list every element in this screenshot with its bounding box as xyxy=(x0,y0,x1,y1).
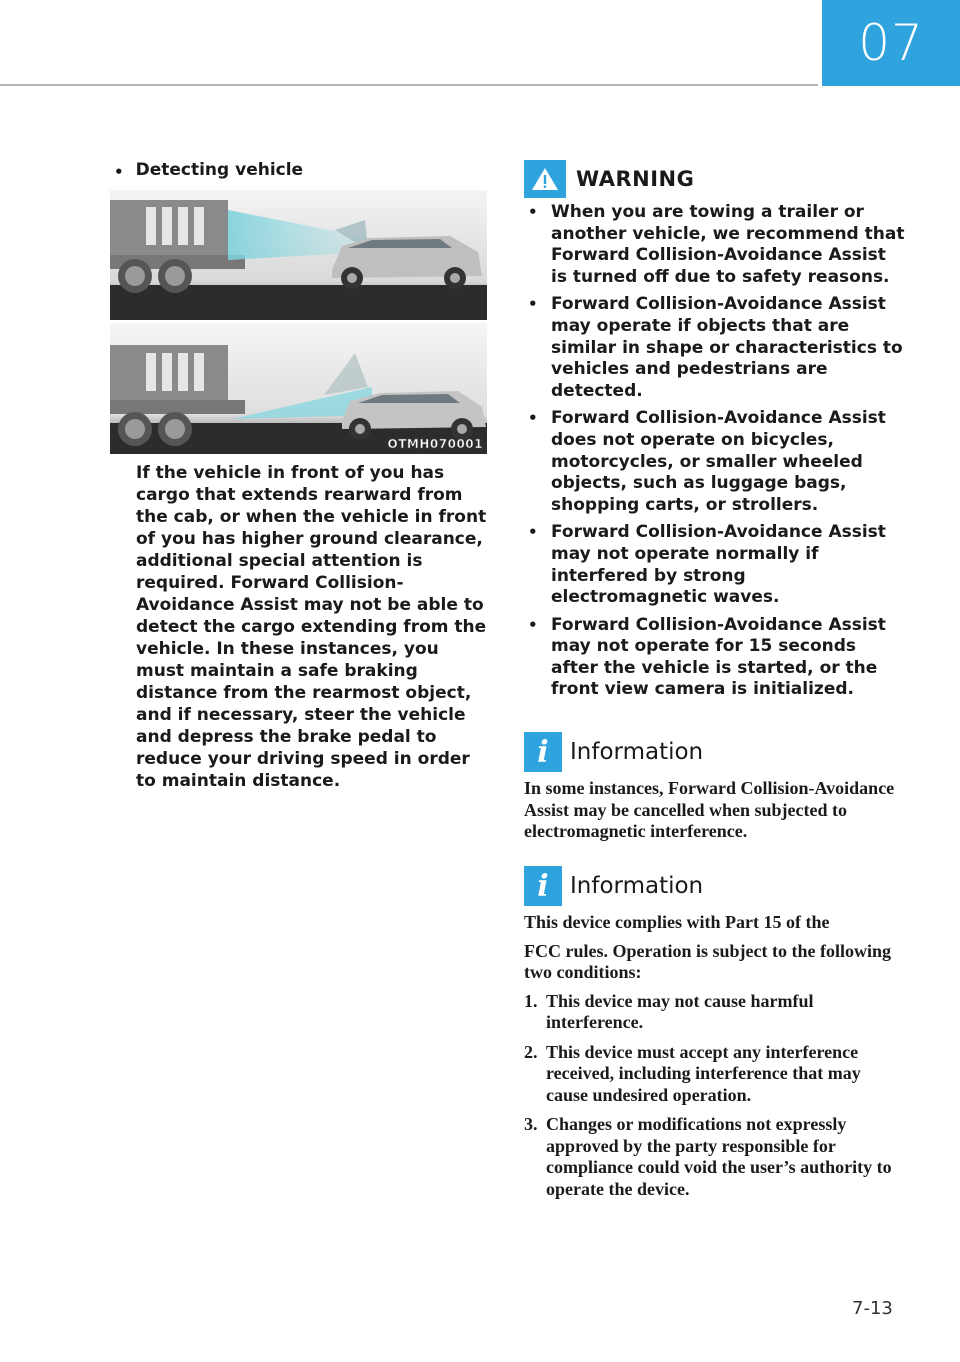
information-title: Information xyxy=(570,873,704,899)
figure-detecting-vehicle-top xyxy=(110,190,487,320)
information-paragraph: FCC rules. Operation is subject to the following two conditions: xyxy=(524,940,891,982)
page-number: 7-13 xyxy=(852,1298,893,1319)
warning-icon xyxy=(524,160,566,198)
information-block-2 xyxy=(524,866,904,1208)
bullet-heading xyxy=(114,160,303,184)
item-text: Changes or modifications not expressly approved by the party responsible for compliance could void the user’s authority to operate the device. xyxy=(546,1114,892,1199)
item-text: This device may not cause harmful interference. xyxy=(546,990,814,1032)
item-number: 1. xyxy=(524,990,538,1011)
chapter-tab: 07 xyxy=(822,0,960,86)
numbered-item xyxy=(524,1042,904,1107)
warning-item: • When you are towing a trailer or another vehicle, we recommend that Forward Collision-Avoidance Assist is turned off due to safety reasons. xyxy=(526,202,906,288)
item-text: This device must accept any interference received, including interference that may cause undesired operation. xyxy=(546,1041,861,1105)
numbered-item xyxy=(524,991,904,1034)
information-paragraph: This device complies with Part 15 of the xyxy=(524,912,830,932)
information-block-1 xyxy=(524,732,904,843)
information-title: Information xyxy=(570,739,704,765)
information-body xyxy=(524,912,904,1200)
info-icon: i xyxy=(524,866,562,906)
bullet-heading-text: Detecting vehicle xyxy=(135,160,304,180)
item-number: 2. xyxy=(524,1041,538,1062)
warning-item: • Forward Collision-Avoidance Assist may not operate normally if interfered by strong electromagnetic waves. xyxy=(526,522,906,608)
warning-list xyxy=(526,202,906,707)
warning-heading xyxy=(524,160,694,198)
information-heading xyxy=(524,866,904,906)
warning-item: • Forward Collision-Avoidance Assist does not operate on bicycles, motorcycles, or smaller wheeled objects, such as luggage bags, shopping carts, or strollers. xyxy=(526,408,906,516)
bullet-dot: • xyxy=(114,163,124,181)
body-paragraph: If the vehicle in front of you has cargo that extends rearward from the cab, or when the vehicle in front of you has higher ground clearance, additional special attention is required. Forward Collision-Avoidance Assist may not be able to detect the cargo extending from the vehicle. In these instances, you must maintain a safe braking distance from the rearmost object, and if necessary, steer the vehicle and depress the brake pedal to reduce your driving speed in order to maintain distance. xyxy=(136,463,487,791)
information-text: In some instances, Forward Collision-Avoidance Assist may be cancelled when subjected to electromagnetic interference. xyxy=(524,778,895,841)
warning-title: WARNING xyxy=(576,167,695,191)
warning-item: • Forward Collision-Avoidance Assist may operate if objects that are similar in shape or characteristics to vehicles and pedestrians are detected. xyxy=(526,294,906,402)
figure-code: OTMH070001 xyxy=(387,437,483,451)
info-icon: i xyxy=(524,732,562,772)
information-heading xyxy=(524,732,904,772)
figure-detecting-vehicle-bottom xyxy=(110,323,487,454)
item-number: 3. xyxy=(524,1114,538,1134)
warning-item: • Forward Collision-Avoidance Assist may not operate for 15 seconds after the vehicle is started, or the front view camera is initialized. xyxy=(526,615,906,701)
numbered-item xyxy=(524,1114,904,1200)
header-rule xyxy=(0,84,818,86)
